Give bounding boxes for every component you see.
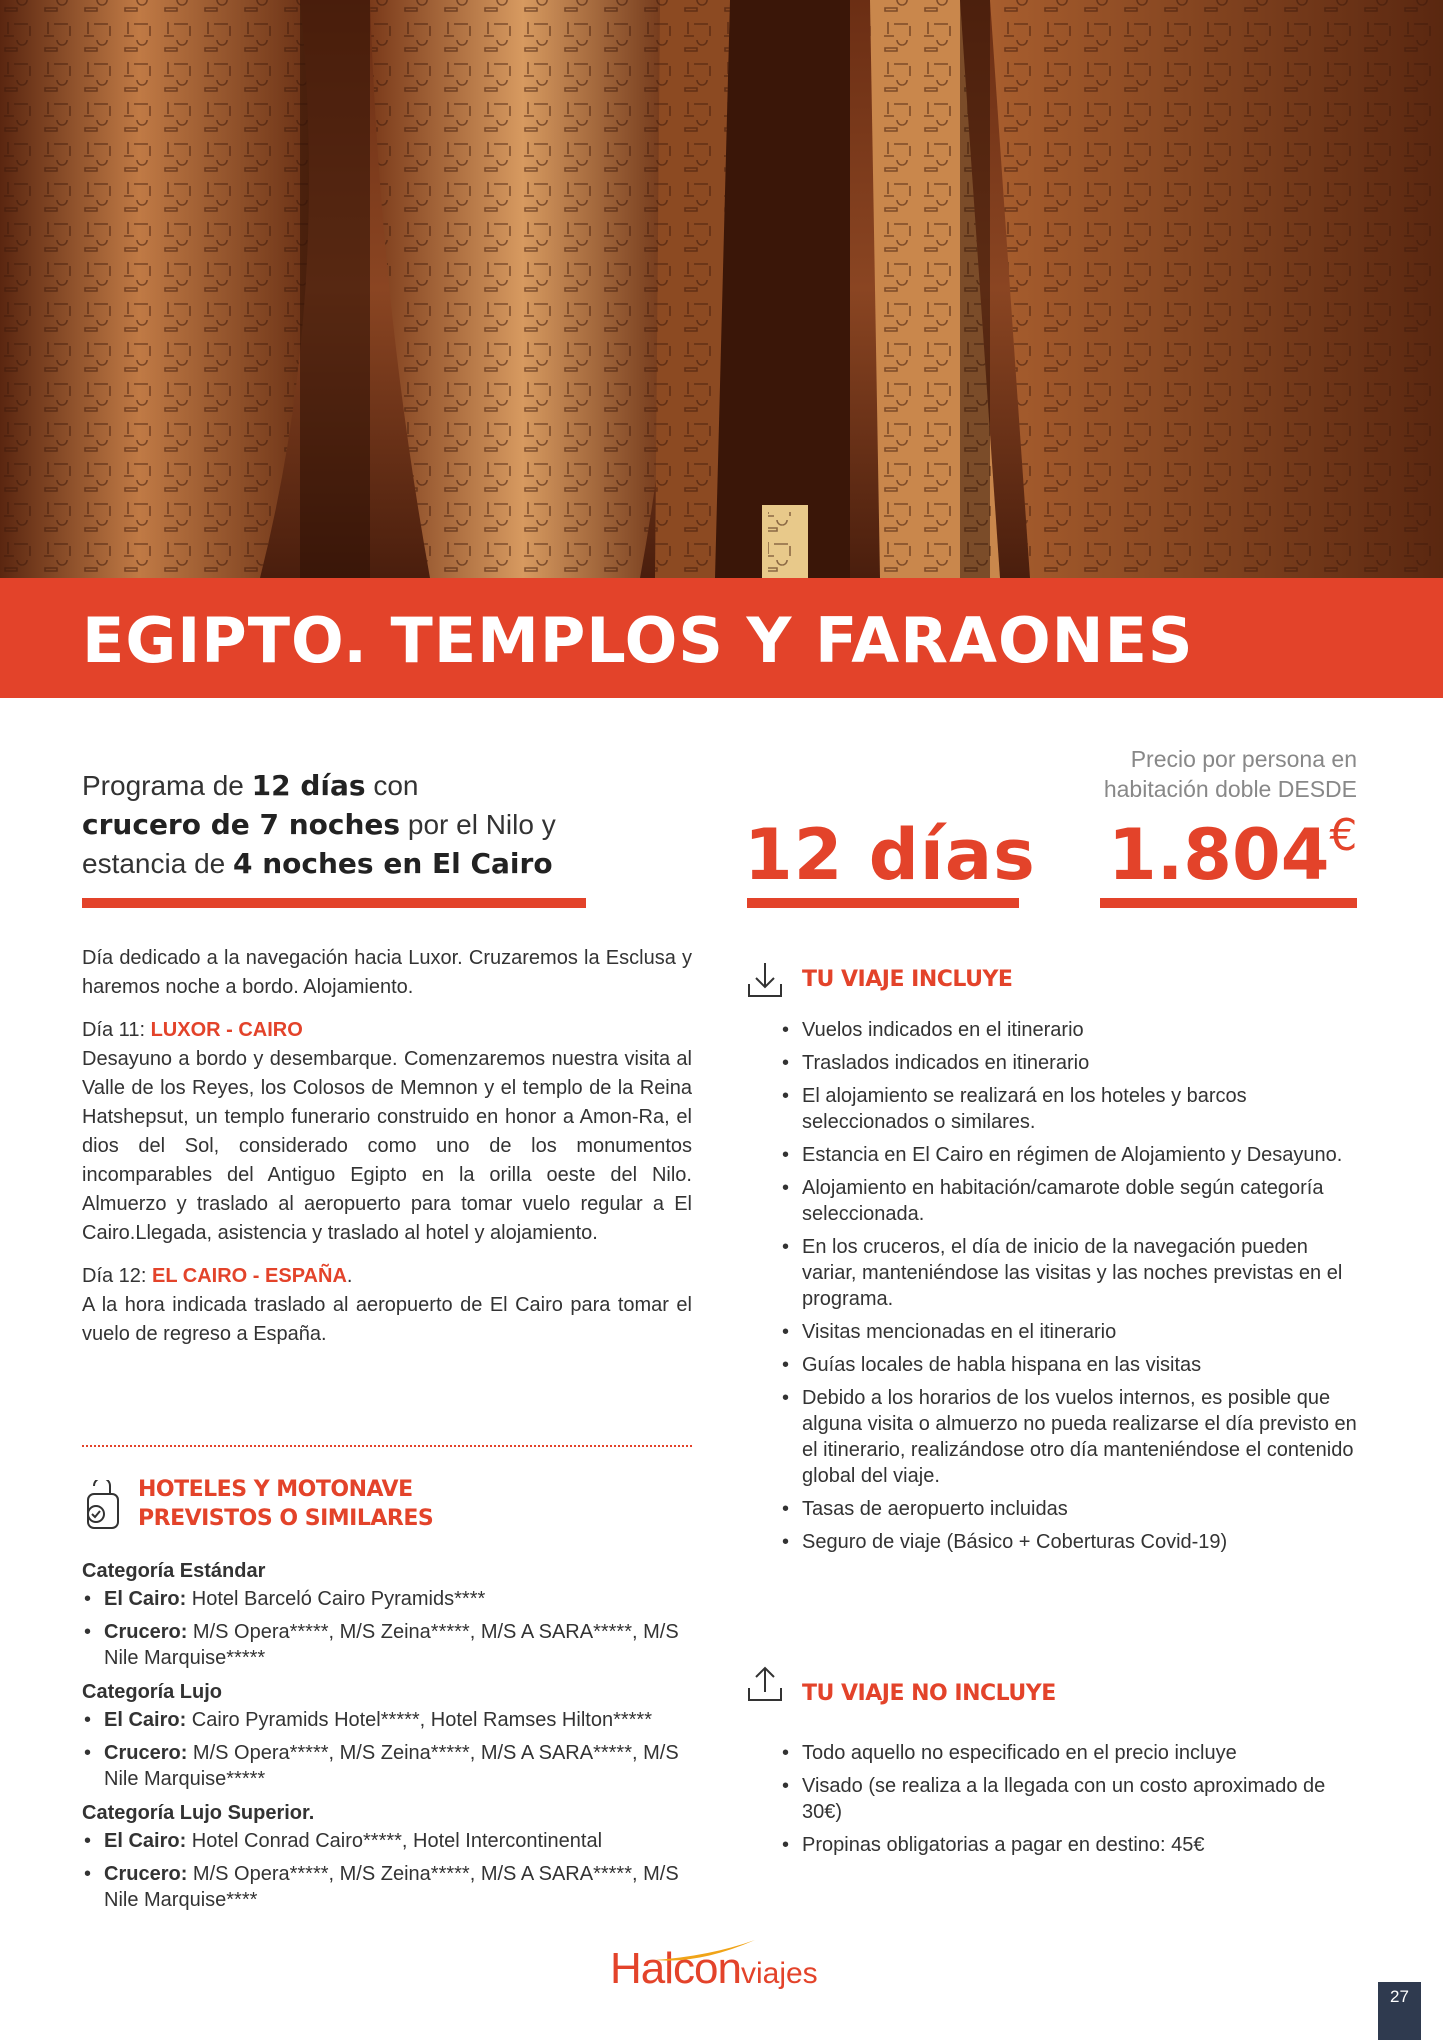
hotel-item (82, 1586, 702, 1612)
list-item: • Guías locales de habla hispana en las visitas (780, 1352, 1360, 1378)
price-value: 1.804 (1108, 814, 1330, 896)
intro-text: estancia de (82, 848, 233, 879)
halcon-logo (610, 1944, 818, 1994)
hotel-item (82, 1707, 702, 1733)
itinerary (82, 944, 692, 1349)
section-divider (82, 1445, 692, 1447)
logo-main-text: Halcon (610, 1944, 741, 1993)
list-item: • En los cruceros, el día de inicio de la navegación pueden variar, manteniéndose las visitas y las noches previstas en el programa. (780, 1234, 1360, 1312)
days-highlight: 12 días (744, 814, 1036, 896)
hotel-item (82, 1861, 702, 1913)
includes-list (780, 1017, 1360, 1555)
itinerary-intro: Día dedicado a la navegación hacia Luxor. Cruzaremos la Esclusa y haremos noche a bordo. Alojamiento. (82, 947, 692, 998)
includes-heading: TU VIAJE INCLUYE (802, 967, 1013, 992)
logo-sub-text: viajes (740, 1957, 818, 1990)
hotel-names: Hotel Conrad Cairo*****, Hotel Intercontinental (186, 1830, 603, 1852)
hotel-location: El Cairo: (104, 1709, 187, 1731)
day-city: LUXOR - CAIRO (150, 1019, 303, 1041)
logo-swoosh-icon (650, 1938, 760, 1968)
price-note-line: Precio por persona en (1130, 746, 1357, 772)
hero-image (0, 0, 1443, 578)
list-item: • Todo aquello no especificado en el precio incluye (780, 1740, 1360, 1766)
list-item: • Seguro de viaje (Básico + Coberturas Covid-19) (780, 1529, 1360, 1555)
page-title: EGIPTO. TEMPLOS Y FARAONES (82, 604, 1194, 677)
intro-days: 12 días (251, 769, 366, 802)
price-amount (1108, 810, 1358, 896)
title-band (0, 578, 1443, 698)
excludes-list (780, 1740, 1360, 1858)
category-list (82, 1828, 702, 1913)
price-note-line: habitación doble DESDE (1103, 776, 1357, 802)
day-text: A la hora indicada traslado al aeropuerto de El Cairo para tomar el vuelo de regreso a España. (82, 1294, 692, 1345)
day-heading (82, 1016, 692, 1045)
category-list (82, 1707, 702, 1792)
hotel-location: El Cairo: (104, 1588, 187, 1610)
list-item: • Estancia en El Cairo en régimen de Alojamiento y Desayuno. (780, 1142, 1360, 1168)
excludes-heading: TU VIAJE NO INCLUYE (802, 1681, 1056, 1706)
includes-list-wrap (780, 1017, 1360, 1562)
program-intro (82, 766, 622, 883)
download-icon (746, 960, 784, 1005)
list-item: • Tasas de aeropuerto incluidas (780, 1496, 1360, 1522)
day-city: EL CAIRO - ESPAÑA (152, 1265, 347, 1287)
day-suffix: . (346, 1265, 353, 1287)
hotel-location: Crucero: (104, 1742, 188, 1764)
list-item: • Alojamiento en habitación/camarote doble según categoría seleccionada. (780, 1175, 1360, 1227)
day-text: Desayuno a bordo y desembarque. Comenzaremos nuestra visita al Valle de los Reyes, los Colosos de Memnon y el templo de la Reina Hatshepsut, un templo funerario construido en honor a Amon-Ra, el dios del Sol, considerado como uno de los monumentos incomparables del Antiguo Egipto en la orilla oeste del Nilo. Almuerzo y traslado al aeropuerto para tomar vuelo regular a El Cairo.Llegada, asistencia y traslado al hotel y alojamiento. (82, 1048, 692, 1244)
price-currency: € (1329, 810, 1358, 861)
hotel-item (82, 1828, 702, 1854)
hotel-names: M/S Opera*****, M/S Zeina*****, M/S A SARA*****, M/S Nile Marquise**** (104, 1863, 679, 1911)
list-item: • Visado (se realiza a la llegada con un costo aproximado de 30€) (780, 1773, 1360, 1825)
hotel-item (82, 1740, 702, 1792)
hotels-heading (138, 1475, 433, 1533)
list-item: • Visitas mencionadas en el itinerario (780, 1319, 1360, 1345)
price-underline (1100, 898, 1357, 908)
category-title: Categoría Estándar (82, 1560, 266, 1582)
hotels-heading-line: HOTELES Y MOTONAVE (138, 1477, 413, 1502)
day-label: Día 12: (82, 1265, 153, 1287)
day-heading (82, 1262, 692, 1291)
category-title: Categoría Lujo (82, 1681, 223, 1703)
hotel-categories (82, 1557, 702, 1920)
intro-cruise: crucero de 7 noches (82, 808, 401, 841)
days-underline (747, 898, 1019, 908)
hotel-item (82, 1619, 702, 1671)
hotel-location: Crucero: (104, 1863, 188, 1885)
hotel-names: Hotel Barceló Cairo Pyramids**** (186, 1588, 486, 1610)
hotel-location: Crucero: (104, 1621, 188, 1643)
page-number: 27 (1378, 1982, 1421, 2040)
hotel-location: El Cairo: (104, 1830, 187, 1852)
list-item: • Propinas obligatorias a pagar en destino: 45€ (780, 1832, 1360, 1858)
hotel-names: M/S Opera*****, M/S Zeina*****, M/S A SARA*****, M/S Nile Marquise***** (104, 1742, 679, 1790)
hotel-names: M/S Opera*****, M/S Zeina*****, M/S A SARA*****, M/S Nile Marquise***** (104, 1621, 679, 1669)
excludes-list-wrap (780, 1740, 1360, 1865)
day-label: Día 11: (82, 1019, 151, 1041)
intro-underline (82, 898, 586, 908)
hotel-key-icon (82, 1480, 124, 1535)
list-item: • Debido a los horarios de los vuelos internos, es posible que alguna visita o almuerzo no pueda realizarse el día previsto en el itinerario, realizándose otro día manteniéndose el contenido global del viaje. (780, 1385, 1360, 1489)
hotel-names: Cairo Pyramids Hotel*****, Hotel Ramses Hilton***** (186, 1709, 652, 1731)
category-title: Categoría Lujo Superior. (82, 1802, 315, 1824)
intro-text: por el Nilo y (400, 809, 556, 840)
intro-cairo: 4 noches en El Cairo (233, 847, 553, 880)
list-item: • El alojamiento se realizará en los hoteles y barcos seleccionados o similares. (780, 1083, 1360, 1135)
list-item: • Traslados indicados en itinerario (780, 1050, 1360, 1076)
price-note (1104, 744, 1357, 804)
category-list (82, 1586, 702, 1671)
upload-icon (746, 1664, 784, 1709)
list-item: • Vuelos indicados en el itinerario (780, 1017, 1360, 1043)
intro-text: con (365, 770, 419, 801)
hotels-heading-line: PREVISTOS O SIMILARES (138, 1506, 434, 1531)
intro-text: Programa de (82, 770, 252, 801)
